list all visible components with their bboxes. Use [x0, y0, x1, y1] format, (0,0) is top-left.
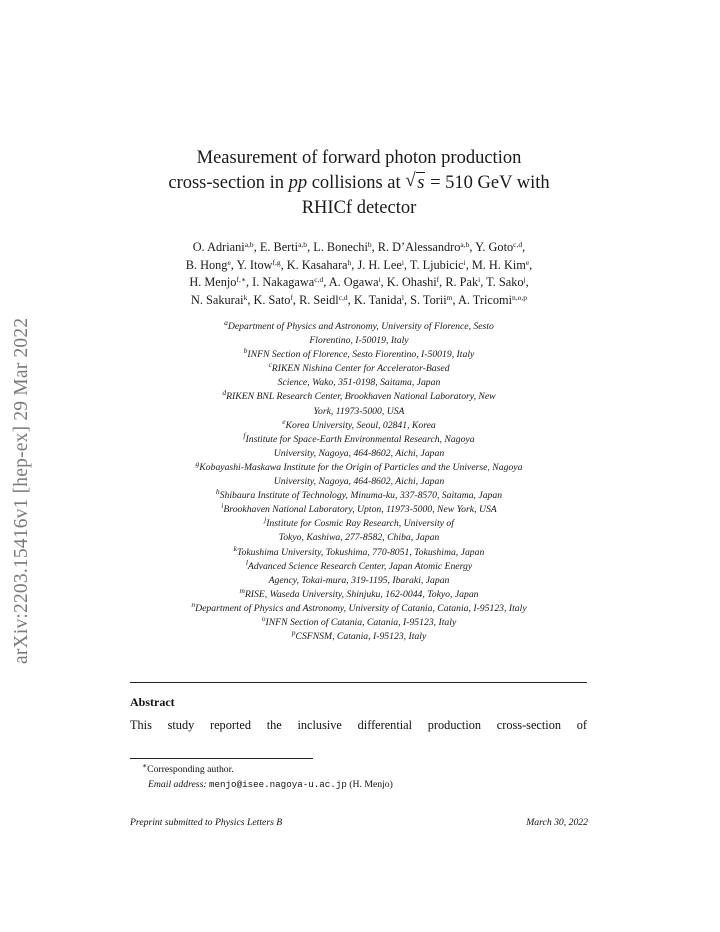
title-text: collisions at [307, 173, 406, 193]
author [236, 258, 286, 272]
author-affiliation-mark: e [227, 257, 231, 267]
affiliation-text: Institute for Cosmic Ray Research, University of [266, 518, 454, 530]
author-separator: , [403, 257, 410, 272]
footnote [142, 761, 393, 792]
author-name: K. Tanida [353, 292, 402, 307]
affiliation-mark: p [291, 628, 296, 638]
author-affiliation-mark: j [523, 275, 526, 285]
footnote-email-line [148, 777, 393, 792]
paper-title [130, 146, 588, 221]
affiliation-list [100, 320, 618, 644]
author-name: O. Adriani [192, 240, 245, 254]
affiliation-text: RIKEN BNL Research Center, Brookhaven National Laboratory, New [226, 391, 496, 403]
author-name: K. Kasahara [286, 257, 348, 272]
author-affiliation-mark: i [401, 257, 404, 267]
abstract-heading: Abstract [130, 695, 175, 709]
preprint-note: Preprint submitted to Physics Letters B [130, 817, 283, 828]
author-name: H. Menjo [189, 275, 237, 290]
author [486, 275, 529, 289]
affiliation-continuation: Science, Wako, 351-0198, Saitama, Japan [277, 377, 441, 389]
author-separator: , [247, 292, 254, 307]
author-separator: , [230, 257, 237, 272]
affiliation-mark: c [268, 360, 272, 370]
affiliation [100, 320, 618, 334]
author-name: B. Hong [185, 257, 228, 272]
affiliation-mark: g [195, 458, 200, 468]
author [378, 240, 475, 254]
author-list [100, 239, 618, 309]
abstract-divider [130, 682, 587, 683]
author [191, 293, 254, 307]
affiliation-text: Kobayashi-Maskawa Institute for the Origin of Particles and the Universe, Nagoya [199, 461, 523, 473]
affiliation [100, 362, 618, 376]
author-affiliation-mark: n,o,p [512, 292, 527, 302]
author-name: Y. Itow [236, 257, 273, 272]
affiliation [100, 613, 618, 630]
affiliation [100, 430, 618, 447]
sqrt-symbol [405, 171, 425, 196]
author-separator: , [522, 240, 526, 254]
affiliation-text: Department of Physics and Astronomy, University of Catania, Catania, I-95123, Italy [195, 602, 527, 614]
author-affiliation-mark: i [378, 275, 381, 285]
author-separator: , [380, 275, 387, 290]
author-name: N. Sakurai [191, 292, 244, 307]
footnote-corresponding [142, 762, 393, 777]
affiliation-mark: d [222, 388, 227, 398]
corresponding-author-label: Corresponding author. [147, 764, 234, 775]
author-separator: , [347, 292, 354, 307]
title-line-2 [130, 171, 588, 196]
author-name: A. Ogawa [328, 275, 379, 290]
author-name: T. Ljubicic [409, 257, 464, 272]
affiliation-text: Institute for Space-Earth Environmental Research, Nagoya [245, 433, 475, 445]
preprint-date: March 30, 2022 [526, 817, 588, 828]
author [458, 293, 527, 307]
author-separator: , [439, 275, 446, 290]
author [252, 275, 329, 289]
author-affiliation-mark: h [347, 257, 352, 267]
author-name: A. Tricomi [458, 292, 512, 307]
author-line [100, 292, 618, 310]
affiliation-continuation: Florentino, I-50019, Italy [309, 335, 409, 347]
author [357, 258, 409, 272]
affiliation-text: Advanced Science Research Center, Japan Atomic Energy [247, 560, 473, 572]
author [186, 258, 237, 272]
affiliation-text: INFN Section of Florence, Sesto Fiorentino, I-50019, Italy [247, 349, 475, 361]
author-affiliation-mark: c,d [513, 240, 523, 249]
affiliation-text: Shibaura Institute of Technology, Minuma-ku, 337-8570, Saitama, Japan [219, 490, 503, 502]
affiliation-continuation: University, Nagoya, 464-8602, Aichi, Japan [273, 447, 445, 459]
author-name: J. H. Lee [357, 257, 402, 272]
author-separator: , [292, 292, 300, 307]
author-affiliation-mark: m [446, 292, 453, 302]
author-line [100, 274, 618, 292]
author-affiliation-mark: a,b [244, 240, 254, 249]
title-text: = 510 GeV with [425, 173, 550, 193]
affiliation-mark: n [191, 599, 196, 609]
affiliation [100, 503, 618, 517]
affiliation-mark: k [233, 543, 238, 553]
author [313, 240, 378, 254]
affiliation-text: CSFNSM, Catania, I-95123, Italy [295, 631, 427, 643]
author-name: K. Ohashi [386, 275, 437, 290]
author-separator: , [323, 275, 329, 290]
affiliation [100, 348, 618, 362]
affiliation-continuation: Tokyo, Kashiwa, 277-8582, Chiba, Japan [278, 532, 440, 544]
affiliation-mark: a [224, 318, 228, 327]
affiliation-mark: i [221, 501, 224, 511]
author-separator: , [480, 275, 487, 290]
author-separator: , [469, 240, 476, 254]
author [260, 240, 313, 254]
author-affiliation-mark: a,b [298, 240, 308, 249]
affiliation-text: Department of Physics and Astronomy, University of Florence, Sesto [227, 321, 494, 332]
author-affiliation-mark: e [525, 257, 530, 267]
affiliation [100, 557, 618, 574]
author-separator: , [529, 257, 533, 272]
author-name: K. Sato [253, 292, 291, 307]
author-affiliation-mark: f [290, 292, 293, 302]
author-name: R. Pak [445, 275, 479, 290]
author [329, 275, 387, 289]
footnote-divider [130, 758, 313, 759]
affiliation [100, 599, 618, 616]
affiliation-continuation: University, Nagoya, 464-8602, Aichi, Japan [273, 476, 445, 488]
author-name: R. D’Alessandro [377, 240, 461, 254]
affiliation-continuation: York, 11973-5000, USA [313, 405, 405, 417]
affiliation-mark: h [215, 487, 220, 497]
author [472, 258, 532, 272]
author-separator: , [280, 257, 287, 272]
author-affiliation-mark: i [463, 257, 466, 267]
author [387, 275, 446, 289]
author-name: L. Bonechi [313, 240, 368, 254]
author [475, 240, 525, 254]
author-separator: , [525, 275, 529, 290]
author [254, 293, 300, 307]
author-name: M. H. Kim [471, 257, 526, 272]
footnote-mark: ∗ [142, 761, 148, 770]
email-label: Email address: [148, 779, 207, 790]
affiliation-text: INFN Section of Catania, Catania, I-95123, Italy [265, 616, 457, 628]
author [189, 275, 252, 289]
author-name: S. Torii [410, 292, 447, 307]
affiliation-continuation: Agency, Tokai-mura, 319-1195, Ibaraki, Japan [268, 574, 450, 586]
author-name: Y. Goto [475, 240, 514, 254]
affiliation-mark: o [261, 613, 266, 623]
affiliation-text: Tokushima University, Tokushima, 770-8051, Tokushima, Japan [237, 546, 485, 558]
author [354, 293, 410, 307]
sqrt-argument: s [417, 173, 425, 193]
author-name: R. Seidl [299, 292, 339, 307]
affiliation-mark: l [245, 557, 248, 567]
author-separator: , [245, 275, 253, 290]
author-affiliation-mark: c,d [314, 275, 324, 285]
author-affiliation-mark: a,b [460, 240, 470, 249]
affiliation-text: RISE, Waseda University, Shinjuku, 162-0044, Tokyo, Japan [244, 588, 479, 600]
arxiv-identifier: arXiv:2203.15416v1 [hep-ex] 29 Mar 2022 [11, 317, 32, 664]
author-affiliation-mark: f,g [272, 257, 281, 267]
author-separator: , [253, 240, 260, 254]
author-name: T. Sako [486, 275, 524, 290]
author-separator: , [404, 292, 411, 307]
author-affiliation-mark: i [478, 275, 481, 285]
affiliation-mark: j [264, 515, 267, 525]
author-separator: , [452, 292, 458, 307]
author-affiliation-mark: b [367, 240, 372, 249]
affiliation-text: Korea University, Seoul, 02841, Korea [285, 419, 436, 431]
title-line-3: RHICf detector [301, 198, 417, 218]
author [410, 258, 472, 272]
author-affiliation-mark: f,∗ [236, 275, 246, 285]
affiliation [100, 390, 618, 404]
author-affiliation-mark: f [436, 275, 440, 285]
author [287, 258, 358, 272]
affiliation-mark: e [282, 416, 286, 426]
author [193, 240, 260, 254]
affiliation-mark: b [243, 346, 248, 356]
author-line [100, 239, 618, 257]
affiliation [100, 517, 618, 531]
affiliation-text: Brookhaven National Laboratory, Upton, 11973-5000, New York, USA [223, 504, 497, 516]
title-pp: pp [288, 173, 308, 193]
email-owner: (H. Menjo) [346, 779, 393, 790]
author-separator: , [307, 240, 314, 254]
author-separator: , [465, 257, 472, 272]
title-text: cross-section in [168, 173, 289, 193]
email-address[interactable]: menjo@isee.nagoya-u.ac.jp [209, 779, 347, 790]
author-name: I. Nakagawa [252, 275, 315, 290]
author-affiliation-mark: c,d [338, 292, 348, 302]
title-line-1: Measurement of forward photon production [196, 148, 522, 168]
affiliation [100, 416, 618, 433]
author-separator: , [371, 240, 378, 254]
affiliation [100, 543, 618, 560]
author-line [100, 257, 618, 275]
affiliation [100, 585, 618, 602]
affiliation-mark: f [243, 430, 246, 440]
author [299, 293, 354, 307]
radical-sign: √ [405, 170, 416, 191]
author-affiliation-mark: l [401, 292, 405, 302]
affiliation [100, 630, 618, 644]
author [445, 275, 486, 289]
author-affiliation-mark: k [243, 292, 248, 302]
author-separator: , [351, 257, 358, 272]
affiliation-mark: m [239, 585, 245, 595]
affiliation-text: RIKEN Nishina Center for Accelerator-Based [271, 363, 450, 375]
author [410, 293, 458, 307]
affiliation [100, 489, 618, 503]
affiliation [100, 458, 618, 475]
abstract-text: This study reported the inclusive differential production cross-section of [130, 718, 587, 732]
author-name: E. Berti [259, 240, 299, 254]
